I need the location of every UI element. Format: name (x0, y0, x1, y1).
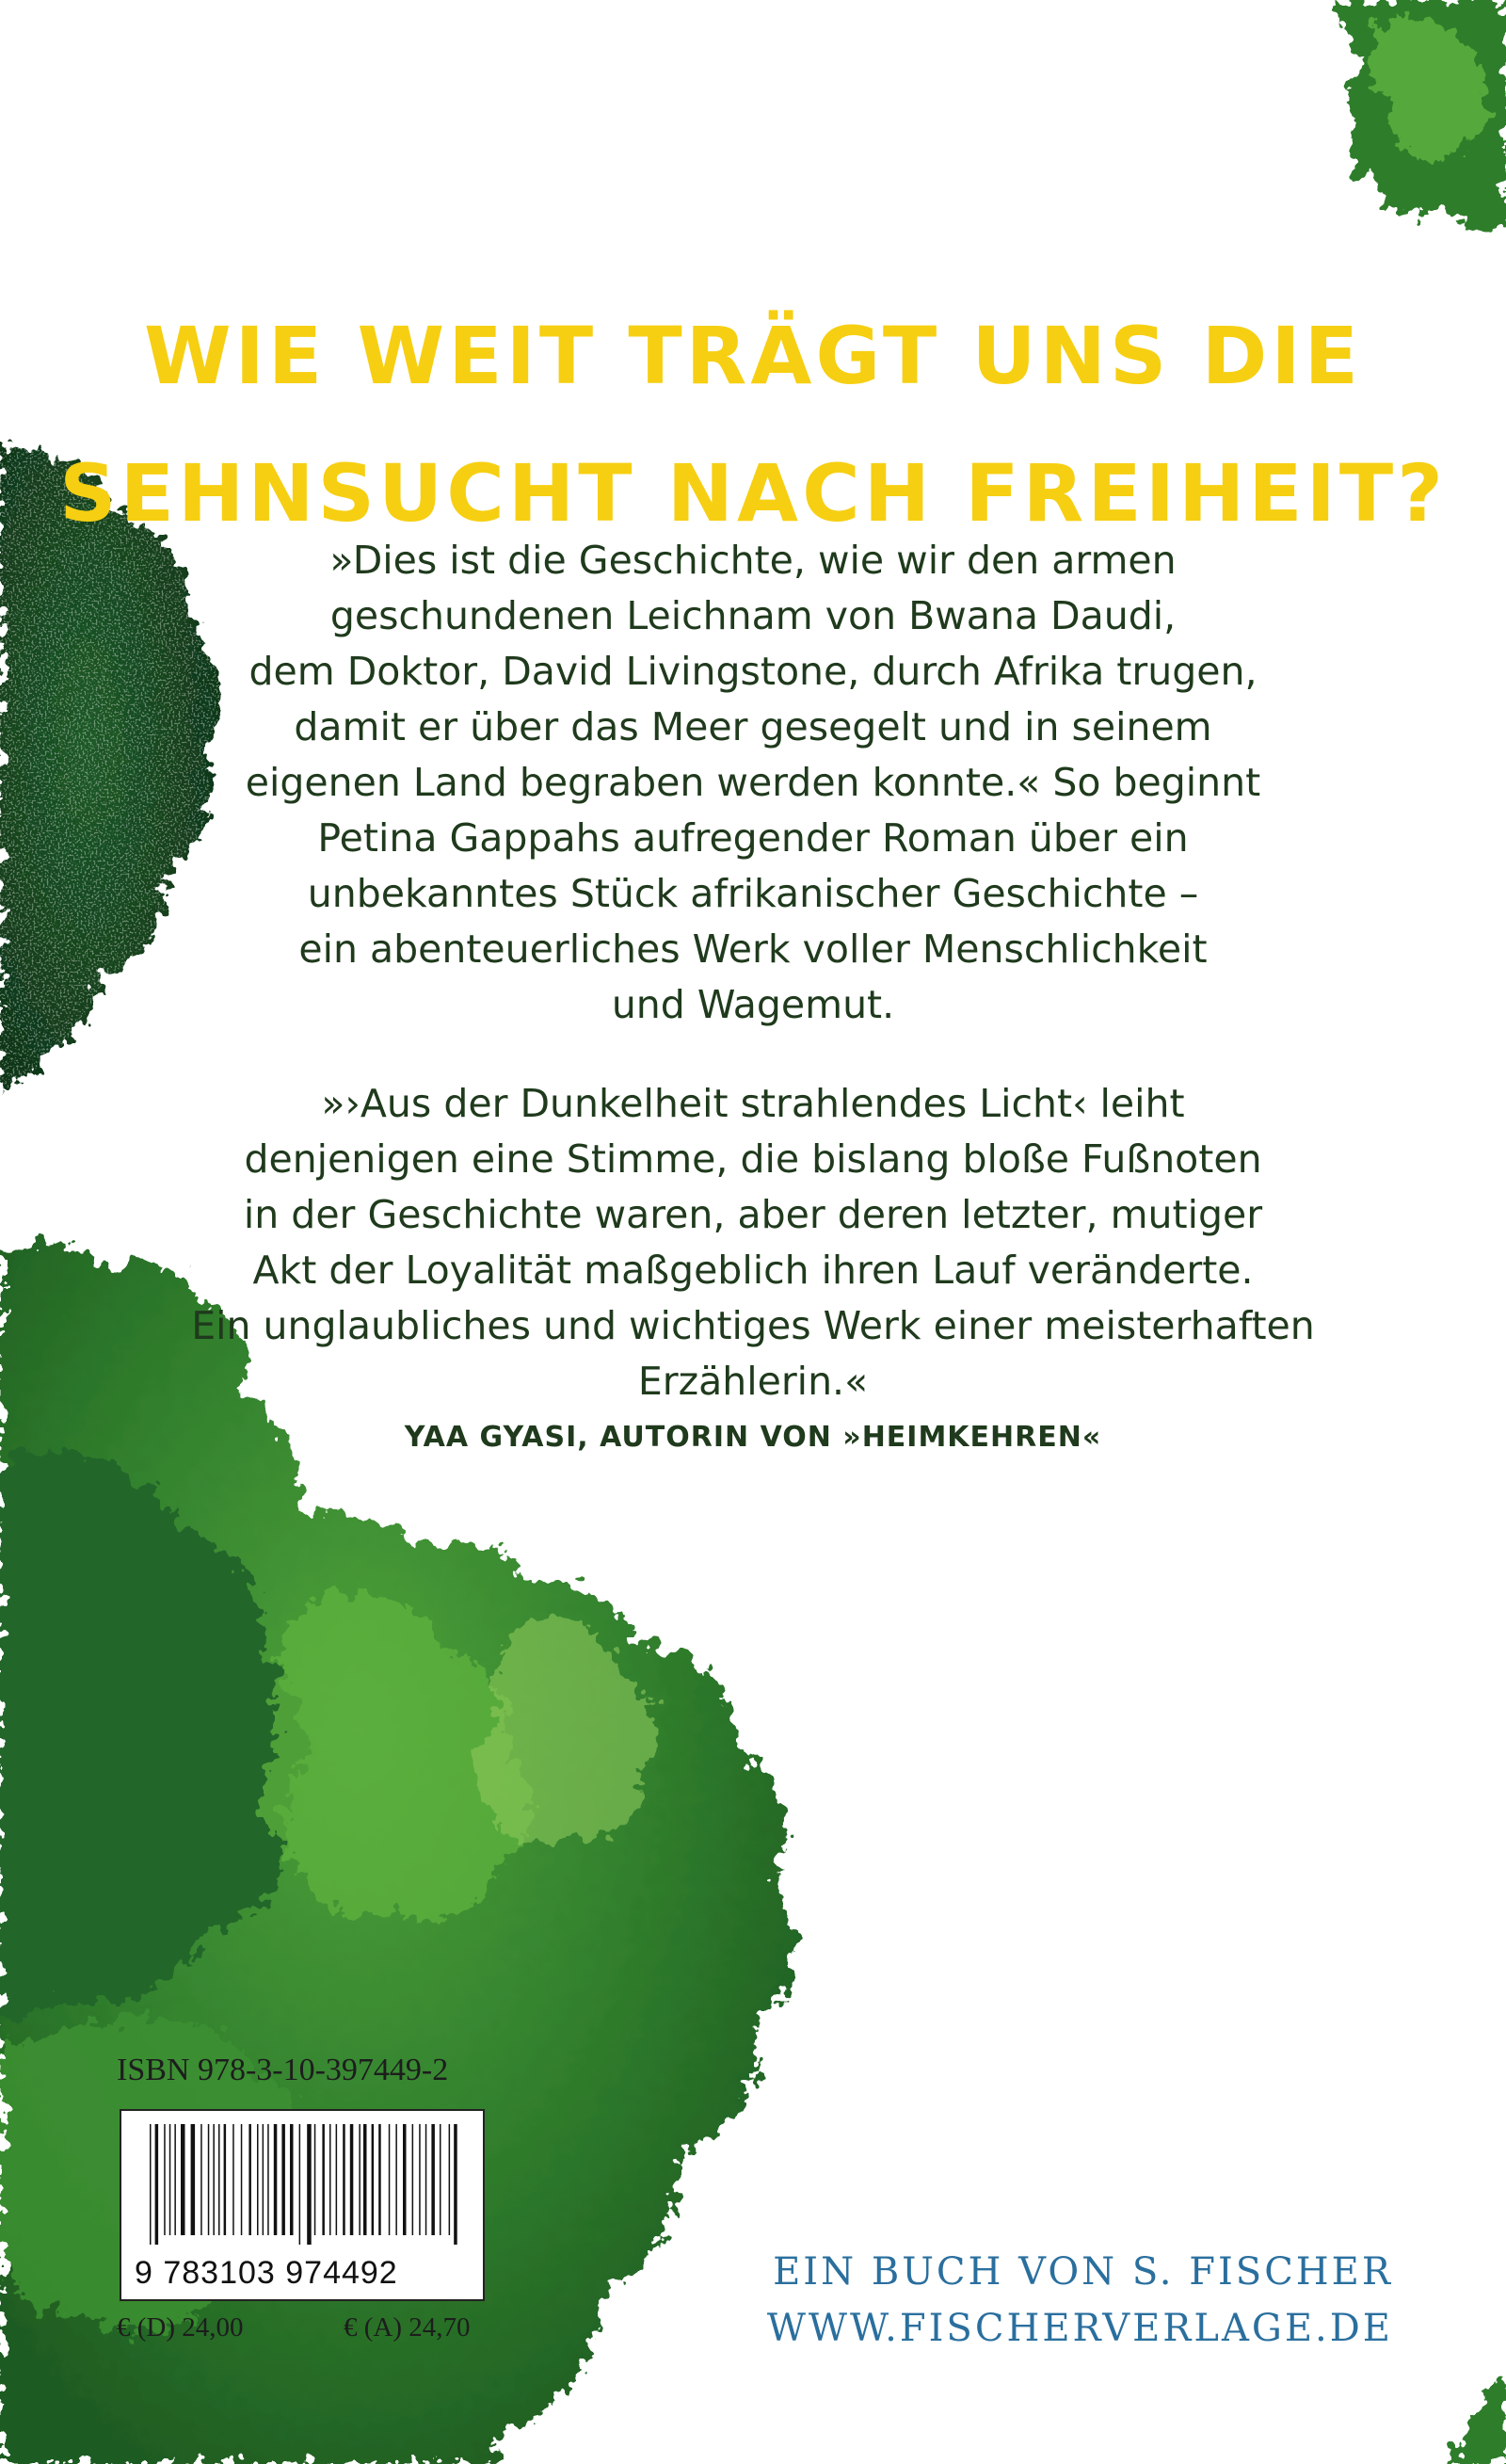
barcode-bar (181, 2124, 185, 2235)
barcode-bar (174, 2124, 176, 2235)
barcode-bar (155, 2124, 159, 2245)
isbn: ISBN 978-3-10-397449-2 (117, 2053, 449, 2087)
blurb-line: dem Doktor, David Livingstone, durch Afrika trugen, (248, 649, 1258, 694)
barcode-bar (232, 2124, 234, 2235)
barcode-bar (248, 2124, 251, 2235)
barcode (120, 2109, 485, 2301)
barcode-bar (440, 2124, 441, 2235)
review-quote (0, 1076, 1506, 1465)
blurb-line: und Wagemut. (611, 982, 895, 1027)
barcode-bar (164, 2124, 166, 2235)
barcode-bars (150, 2124, 460, 2245)
publisher-website[interactable]: WWW.FISCHERVERLAGE.DE (766, 2307, 1393, 2350)
barcode-bar (200, 2124, 202, 2235)
price-austria: € (A) 24,70 (344, 2312, 471, 2343)
bottom-right-tree-crown (1450, 2382, 1506, 2464)
quote-last-line (0, 1354, 1506, 1465)
barcode-bar (208, 2124, 210, 2235)
blurb-line: geschundenen Leichnam von Bwana Daudi, (329, 593, 1177, 638)
quote-line: in der Geschichte waren, aber deren letzter, mutiger (243, 1192, 1263, 1237)
blurb-line: »Dies ist die Geschichte, wie wir den armen (329, 538, 1177, 583)
barcode-bar (372, 2124, 375, 2235)
barcode-bar (281, 2124, 285, 2235)
blurb-line: eigenen Land begraben werden konnte.« So beginnt (245, 760, 1261, 805)
barcode-bar (363, 2124, 367, 2235)
barcode-bar (241, 2124, 242, 2235)
blurb-line: unbekanntes Stück afrikanischer Geschichte – (307, 871, 1199, 916)
barcode-bar (169, 2124, 171, 2235)
barcode-bar (267, 2124, 269, 2235)
barcode-bar (274, 2124, 278, 2235)
book-blurb (0, 533, 1506, 1033)
quote-line: Ein unglaubliches und wichtiges Werk einer meisterhaften (191, 1303, 1315, 1348)
barcode-bar (403, 2124, 407, 2235)
quote-attribution: YAA GYASI, AUTORIN VON »HEIMKEHREN« (404, 1421, 1102, 1454)
quote-line: Akt der Loyalität maßgeblich ihren Lauf veränderte. (252, 1248, 1254, 1293)
barcode-bar (257, 2124, 259, 2235)
barcode-number: 9 783103 974492 (135, 2255, 398, 2291)
barcode-bar (314, 2124, 316, 2235)
barcode-bar (307, 2124, 312, 2245)
barcode-bar (224, 2124, 227, 2235)
blurb-line: Petina Gappahs aufregender Roman über ein (317, 815, 1189, 861)
quote-line: »›Aus der Dunkelheit strahlendes Licht‹ leiht (321, 1081, 1185, 1126)
barcode-bar (454, 2124, 457, 2245)
barcode-bar (150, 2124, 152, 2245)
barcode-bar (218, 2124, 220, 2235)
barcode-bar (290, 2124, 294, 2235)
barcode-bar (431, 2124, 435, 2235)
barcode-bar (395, 2124, 397, 2235)
price-germany: € (D) 24,00 (117, 2312, 244, 2343)
barcode-bar (389, 2124, 391, 2235)
headline-line: SEHNSUCHT NACH FREIHEIT? (59, 447, 1447, 540)
barcode-bar (329, 2124, 331, 2235)
top-right-tree-crown (1337, 0, 1506, 229)
barcode-bar (350, 2124, 354, 2235)
barcode-bar (343, 2124, 345, 2235)
barcode-bar (213, 2124, 215, 2235)
barcode-bar (419, 2124, 421, 2235)
headline-line: WIE WEIT TRÄGT UNS DIE (144, 310, 1362, 402)
barcode-bar (336, 2124, 338, 2235)
barcode-bar (378, 2124, 381, 2235)
barcode-bar (263, 2124, 264, 2235)
barcode-bar (299, 2124, 301, 2245)
blurb-line: damit er über das Meer gesegelt und in seinem (294, 704, 1212, 749)
barcode-bar (191, 2124, 196, 2235)
barcode-bar (425, 2124, 427, 2235)
barcode-bar (322, 2124, 325, 2235)
barcode-bar (412, 2124, 414, 2235)
barcode-bar (449, 2124, 451, 2235)
barcode-bar (359, 2124, 360, 2235)
blurb-line: ein abenteuerliches Werk voller Menschlichkeit (298, 926, 1208, 972)
publisher-line: EIN BUCH VON S. FISCHER (773, 2250, 1393, 2294)
headline (0, 287, 1506, 562)
quote-line: denjenigen eine Stimme, die bislang bloße Fußnoten (244, 1136, 1262, 1182)
quote-ending: Erzählerin.« (637, 1359, 869, 1404)
